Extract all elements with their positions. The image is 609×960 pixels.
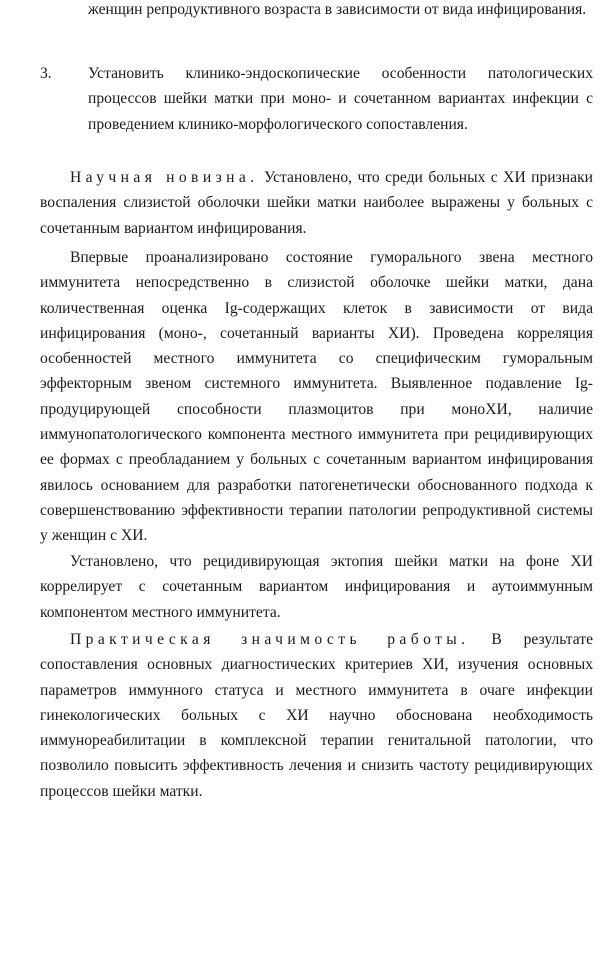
practical-significance-heading: Практическая значимость работы. — [70, 631, 470, 648]
scientific-novelty-heading: Научная новизна. — [70, 169, 259, 186]
list-continuation — [40, 0, 593, 22]
scientific-novelty-paragraph — [40, 165, 593, 241]
recurrent-ectopia-paragraph — [40, 549, 593, 625]
first-analysis-text: Впервые проанализировано состояние гуморального звена местного иммунитета непосредственно в слизистой оболочке шейки матки, дана количественная оценка Ig-содержащих клеток в зависимости от вида инфицирования (моно-, сочетанный варианты ХИ). Проведена корреляция особенностей местного иммунитета со специфическим гуморальным эффекторным звеном системного иммунитета. Выявленное подавление Ig-продуцирующей способности плазмоцитов при моноХИ, наличие иммунопатологического компонента местного иммунитета при рецидивирующих ее формах с преобладанием у больных с сочетанным вариантом инфицирования явилось основанием для разработки патогенетически обоснованного подхода к совершенствованию эффективности терапии патологии репродуктивной системы у женщин с ХИ. — [40, 249, 593, 545]
recurrent-ectopia-text: Установлено, что рецидивирующая эктопия шейки матки на фоне ХИ коррелирует с сочетанным вариантом инфицирования и аутоиммунным компонентом местного иммунитета. — [40, 553, 593, 621]
list-item-3 — [40, 61, 593, 137]
list-item-text: Установить клинико-эндоскопические особенности патологических процессов шейки матки при моно- и сочетанном вариантах инфекции с проведением клинико-морфологического сопоставления. — [88, 65, 593, 133]
scientific-novelty-text: Установлено, что среди больных с ХИ признаки воспаления слизистой оболочки шейки матки наиболее выражены у больных с сочетанным вариантом инфицирования. — [40, 169, 593, 237]
continuation-text: женщин репродуктивного возраста в зависимости от вида инфицирования. — [88, 1, 587, 18]
list-item-number: 3. — [40, 65, 52, 82]
first-analysis-paragraph — [40, 245, 593, 549]
practical-significance-paragraph — [40, 627, 593, 804]
practical-significance-text: В результате сопоставления основных диагностических критериев ХИ, изучения основных параметров иммунного статуса и местного иммунитета в очаге инфекции гинекологических больных с ХИ научно обоснована необходимость иммунореабилитации в комплексной терапии генитальной патологии, что позволило повысить эффективность лечения и снизить частоту рецидивирующих процессов шейки матки. — [40, 631, 593, 800]
